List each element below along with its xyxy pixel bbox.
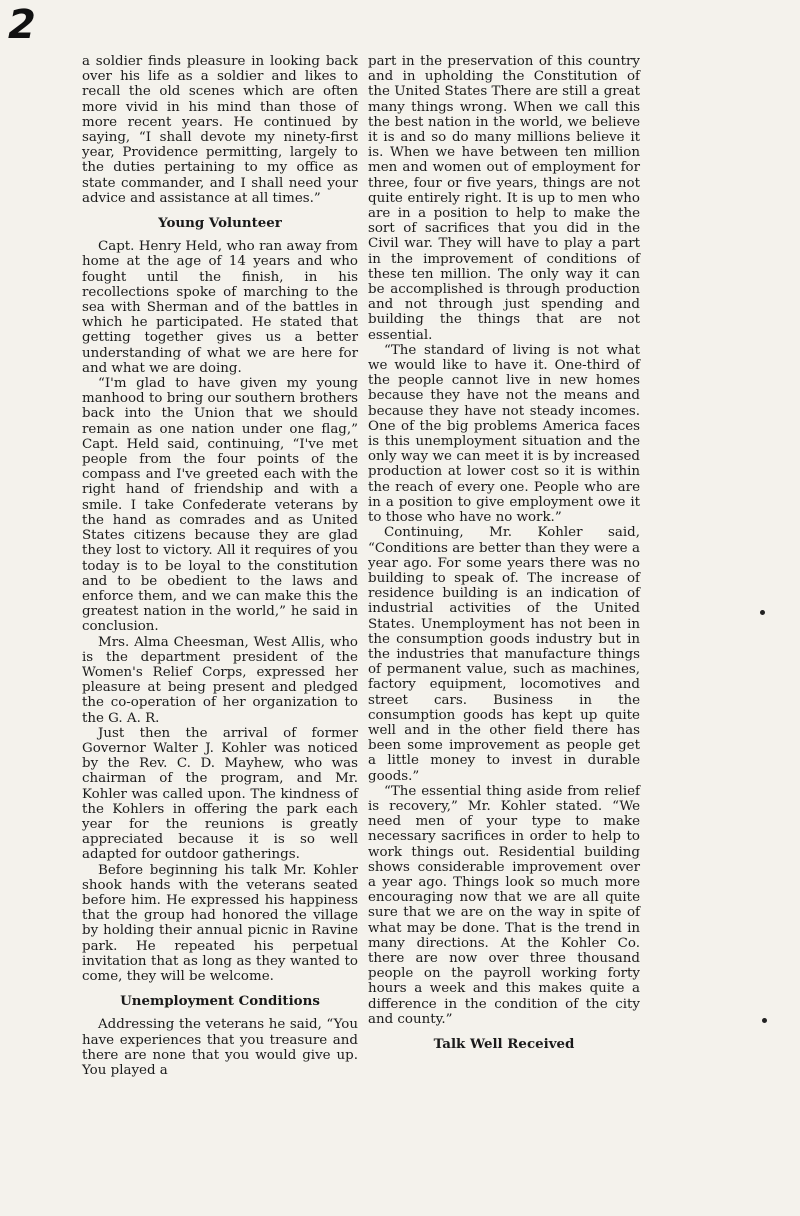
page-number: 2 [8,2,36,48]
margin-mark [760,610,765,615]
margin-mark [762,1018,767,1023]
right-column [368,54,640,1060]
paragraph: Before beginning his talk Mr. Kohler shook hands with the veterans seated before him. He expressed his happiness that the group had honored the village by holding their annual picnic in Ravine park. He repeated his perpetual invitation that as long as they wanted to come, they will be welcome. [82,862,358,984]
subheading-unemployment-conditions: Unemployment Conditions [120,993,320,1010]
subheading-talk-well-received: Talk Well Received [433,1036,575,1052]
paragraph: Capt. Henry Held, who ran away from home at the age of 14 years and who fought until the finish, in his recollections spoke of marching to the sea with Sherman and of the battles in which he participated. He stated that getting together gives us a better understanding of what we are here for and what we are doing. [82,239,358,376]
subheading-young-volunteer: Young Volunteer [158,215,282,232]
paragraph: Mrs. Alma Cheesman, West Allis, who is the department president of the Women's Relief Corps, expressed her pleasure at being present and pledged the co-operation of her organization to the G. A. R. [82,634,358,726]
paragraph: “The standard of living is not what we would like to have it. One-third of the people cannot live in new homes because they have not the means and because they have not steady incomes. One of the big problems America faces is this unemployment situation and the only way we can meet it is by increased production at lower cost so it is within the reach of every one. People who are in a position to give employment owe it to those who have no work.” [368,342,640,526]
paragraph: “I'm glad to have given my young manhood to bring our southern brothers back into the Union that we should remain as one nation under one flag,” Capt. Held said, continuing, “I've met people from the four points of the compass and I've greeted each with the right hand of friendship and with a smile. I take Confederate veterans by the hand as comrades and as United States citizens because they are glad they lost to victory. All it requires of you today is to be loyal to the constitution and to be obedient to the laws and enforce them, and we can make this the greatest nation in the world,” he said in conclusion. [82,376,358,635]
paragraph: Continuing, Mr. Kohler said, “Conditions are better than they were a year ago. For some years there was no building to speak of. The increase of residence building is an indication of industrial activities of the United States. Unemployment has not been in the consumption goods industry but in the industries that manufacture things of permanent value, such as machines, factory equipment, locomotives and street cars. Business in the consumption goods has kept up quite well and in the other field there has been some improvement as people get a little money to invest in durable goods.” [368,525,640,784]
left-column [82,54,358,1078]
paragraph: part in the preservation of this country and in upholding the Constitution of the United States There are still a great many things wrong. When we call this the best nation in the world, we believe it is and so do many millions believe it is. When we have between ten million men and women out of employment for three, four or five years, things are not quite entirely right. It is up to men who are in a position to help to make the sort of sacrifices that you did in the Civil war. They will have to play a part in the improvement of conditions of these ten million. The only way it can be accomplished is through production and not through just spending and building the things that are not essential. [368,54,640,343]
paragraph: a soldier finds pleasure in looking back over his life as a soldier and likes to recall the old scenes which are often more vivid in his mind than those of more recent years. He continued by saying, “I shall devote my ninety-first year, Providence permitting, largely to the duties pertaining to my office as state commander, and I shall need your advice and assistance at all times.” [82,54,358,206]
paragraph: Just then the arrival of former Governor Walter J. Kohler was noticed by the Rev. C. D. Mayhew, who was chairman of the program, and Mr. Kohler was called upon. The kindness of the Kohlers in offering the park each year for the reunions is greatly appreciated because it is so well adapted for outdoor gatherings. [82,725,358,863]
paragraph: “The essential thing aside from relief is recovery,” Mr. Kohler stated. “We need men of your type to make necessary sacrifices in order to help to work things out. Residential building shows considerable improvement over a year ago. Things look so much more encouraging now that we are all quite sure that we are on the way in spite of what may be done. That is the trend in many directions. At the Kohler Co. there are now over three thousand people on the payroll working forty hours a week and this makes quite a difference in the condition of the city and county.” [368,783,640,1027]
paragraph: Addressing the veterans he said, “You have experiences that you treasure and there are none that you would give up. You played a [82,1017,358,1078]
